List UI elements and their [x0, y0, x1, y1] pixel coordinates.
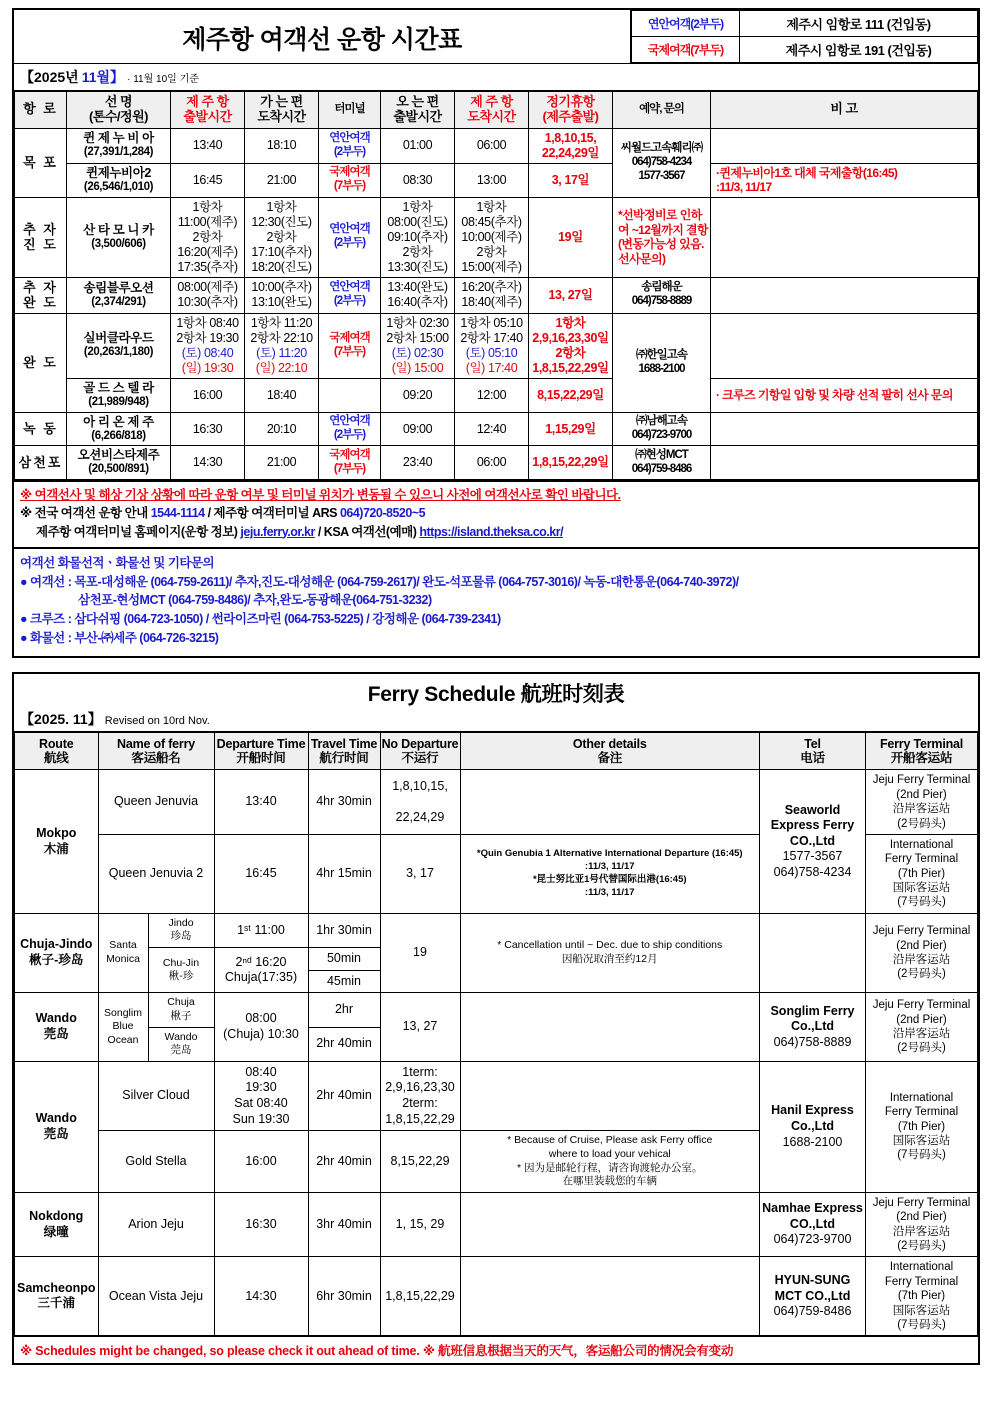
english-table-header-row	[15, 732, 978, 770]
th-no-departure-en: No Departure 不运行	[380, 732, 460, 770]
table-row	[15, 412, 978, 446]
english-header-bar	[14, 674, 978, 732]
cell-departure: 08:00(제주) 10:30(추자)	[171, 277, 245, 313]
cell-contact: ㈜남해고속 064)723-9700	[613, 412, 711, 446]
cell-suspension: 13, 27일	[529, 277, 613, 313]
cell-travel-time: 4hr 15min	[308, 834, 380, 913]
jeju-terminal-ars-phone: 064)720-8520~5	[339, 506, 426, 521]
cell-ferry-name: Ocean Vista Jeju	[98, 1257, 214, 1336]
table-row	[15, 128, 978, 163]
table-row	[15, 913, 978, 947]
cell-departure: 16:30	[171, 412, 245, 446]
cell-terminal: 국제여객 (7부두)	[319, 313, 381, 378]
table-row	[15, 197, 978, 277]
cell-route-en: Samcheonpo 三千浦	[15, 1257, 99, 1336]
note-weather-warning: ※ 여객선사 및 해상 기상 상황에 따라 운항 여부 및 터미널 위치가 변동될 수 있으니 사전에 여객선사로 확인 바랍니다.	[20, 488, 621, 503]
table-row	[15, 446, 978, 480]
cell-terminal-en: Jeju Ferry Terminal (2nd Pier) 沿岸客运站 (2号码头)	[866, 993, 978, 1062]
cell-return-departure: 08:30	[381, 163, 455, 197]
cell-remark	[711, 277, 978, 313]
cell-terminal-en: Jeju Ferry Terminal (2nd Pier) 沿岸客运站 (2号码头)	[866, 770, 978, 835]
cell-return-departure: 1항차 08:00(진도) 09:10(추자) 2항차 13:30(진도)	[381, 197, 455, 277]
terminal-address-box	[630, 10, 978, 63]
th-other-details-en: Other details 备注	[460, 732, 760, 770]
jeju-ferry-website-link[interactable]: jeju.ferry.or.kr	[240, 524, 315, 539]
cell-leg-name: Wando 莞岛	[148, 1027, 214, 1061]
cargo-block-title: 여객선 화물선적ㆍ화물선 및 기타문의	[20, 555, 215, 570]
cell-departure-time: 08:00 (Chuja) 10:30	[214, 993, 308, 1062]
cell-remark: *선박정비로 인하여 ~12월까지 결항 (변동가능성 있음. 선사문의)	[613, 197, 711, 277]
english-date-line	[14, 708, 978, 731]
cell-other-details	[460, 993, 760, 1062]
cell-departure-time: 16:30	[214, 1192, 308, 1257]
cell-ferry-name: Santa Monica	[98, 913, 148, 993]
cell-tel: Seaworld Express Ferry CO.,Ltd 1577-3567 064)758-4234	[760, 770, 866, 913]
cell-tel	[760, 913, 866, 993]
cell-travel-time: 50min	[308, 948, 380, 971]
cell-ferry-name: Songlim Blue Ocean	[98, 993, 148, 1062]
cell-arrival: 21:00	[245, 163, 319, 197]
cell-tel: HYUN-SUNG MCT CO.,Ltd 064)759-8486	[760, 1257, 866, 1336]
title-chinese: 航班时刻表	[520, 682, 625, 706]
cell-arrival: 10:00(추자) 13:10(완도)	[245, 277, 319, 313]
cell-travel-time: 3hr 40min	[308, 1192, 380, 1257]
cell-contact: ㈜현성MCT 064)759-8486	[613, 446, 711, 480]
cell-return-departure: 23:40	[381, 446, 455, 480]
cell-route: 녹 동	[15, 412, 67, 446]
cell-departure: 13:40	[171, 128, 245, 163]
cell-travel-time: 2hr 40min	[308, 1061, 380, 1131]
cell-other-details: *Quin Genubia 1 Alternative International Departure (16:45) :11/3, 11/17 *昆士努比亚1号代替国际出港(16:45) :11/3, 11/17	[460, 834, 760, 913]
address-row-international	[632, 37, 978, 63]
cell-leg-name: Chu-Jin 楸-珍	[148, 948, 214, 993]
cell-terminal	[319, 378, 381, 412]
cell-other-details	[460, 1192, 760, 1257]
english-footer-note	[14, 1336, 978, 1363]
cell-ship: 퀸제누비아2 (26,546/1,010)	[67, 163, 171, 197]
cell-return-arrival: 12:40	[455, 412, 529, 446]
cell-route-en: Chuja-Jindo 楸子-珍岛	[15, 913, 99, 993]
note-info-prefix: ※ 전국 여객선 운항 안내	[20, 506, 151, 521]
cell-ferry-name: Arion Jeju	[98, 1192, 214, 1257]
cell-arrival: 18:40	[245, 378, 319, 412]
th-inbound-departure: 오 는 편 출발시간	[381, 92, 455, 129]
title-english: Ferry Schedule	[367, 682, 516, 706]
cell-arrival: 1항차 11:20 2항차 22:10 (토) 11:20 (일) 22:10	[245, 313, 319, 378]
cell-route: 완 도	[15, 313, 67, 412]
cell-tel: Namhae Express CO.,Ltd 064)723-9700	[760, 1192, 866, 1257]
cell-departure: 16:45	[171, 163, 245, 197]
cell-route-en: Wando 莞岛	[15, 1061, 99, 1192]
th-terminal: 터미널	[319, 92, 381, 129]
address-row-coastal	[632, 11, 978, 37]
english-revised-note: Revised on 10rd Nov.	[104, 714, 210, 727]
cell-departure-time: 16:45	[214, 834, 308, 913]
cell-contact: 씨월드고속훼리㈜ 064)758-4234 1577-3567	[613, 128, 711, 197]
table-row	[15, 1192, 978, 1257]
cell-terminal-en: International Ferry Terminal (7th Pier) 国际客运站 (7号码头)	[866, 834, 978, 913]
cell-return-arrival: 1항차 08:45(추자) 10:00(제주) 2항차 15:00(제주)	[455, 197, 529, 277]
cell-no-departure: 1,8,15,22,29	[380, 1257, 460, 1336]
footer-note-text: ※ Schedules might be changed, so please check it out ahead of time. ※ 航班信息根据当天的天气，客运船公司的情况会有变动	[20, 1344, 734, 1359]
page-title: 제주항 여객선 운항 시간표	[182, 26, 462, 54]
pier-label-international: 국제여객(7부두)	[632, 37, 740, 63]
cell-travel-time: 6hr 30min	[308, 1257, 380, 1336]
korean-title-wrap	[14, 10, 630, 63]
cell-other-details	[460, 1061, 760, 1131]
cell-tel: Hanil Express Co.,Ltd 1688-2100	[760, 1061, 866, 1192]
cell-route: 목 포	[15, 128, 67, 197]
cell-return-departure: 13:40(완도) 16:40(추자)	[381, 277, 455, 313]
cell-travel-time: 2hr 40min	[308, 1027, 380, 1061]
cell-suspension: 19일	[529, 197, 613, 277]
cargo-line-passenger: ● 여객선 : 목포-대성해운 (064-759-2611)/ 추자,진도-대성해운 (064-759-2617)/ 완도-석포물류 (064-757-3016)/ 녹동-대한통운(064-740-3972)/	[20, 574, 739, 589]
date-year: 【2025년	[20, 69, 79, 85]
cell-no-departure: 3, 17	[380, 834, 460, 913]
th-remarks: 비 고	[711, 92, 978, 129]
table-row	[15, 770, 978, 835]
th-route: 항 로	[15, 92, 67, 129]
cell-departure-time: 08:40 19:30 Sat 08:40 Sun 19:30	[214, 1061, 308, 1131]
cell-route-en: Nokdong 绿曈	[15, 1192, 99, 1257]
english-schedule-section	[12, 672, 980, 1366]
th-jeju-arrival: 제 주 항 도착시간	[455, 92, 529, 129]
cell-travel-time: 45min	[308, 970, 380, 993]
cell-remark	[711, 412, 978, 446]
cell-ferry-name: Gold Stella	[98, 1131, 214, 1193]
cell-terminal: 연안여객 (2부두)	[319, 197, 381, 277]
cell-suspension: 1항차 2,9,16,23,30일 2항차 1,8,15,22,29일	[529, 313, 613, 378]
cell-return-departure: 09:00	[381, 412, 455, 446]
cell-other-details	[460, 1257, 760, 1336]
cell-route-en: Mokpo 木浦	[15, 770, 99, 913]
cargo-line-passenger-cont: 삼천포-현성MCT (064-759-8486)/ 추자,완도-동광해운(064-751-3232)	[78, 593, 432, 608]
korean-schedule-table	[14, 91, 978, 480]
cell-terminal-en: International Ferry Terminal (7th Pier) 国际客运站 (7号码头)	[866, 1257, 978, 1336]
cell-remark	[711, 313, 978, 378]
pier-address-coastal: 제주시 임항로 111 (건입동)	[740, 11, 978, 37]
cell-ferry-name: Silver Cloud	[98, 1061, 214, 1131]
th-ferry-name-en: Name of ferry 客运船名	[98, 732, 214, 770]
table-row	[15, 1061, 978, 1131]
korean-notes-block	[14, 480, 978, 546]
cell-no-departure: 1, 15, 29	[380, 1192, 460, 1257]
cell-contact: ㈜한일고속 1688-2100	[613, 313, 711, 412]
th-tel-en: Tel 电话	[760, 732, 866, 770]
th-regular-suspension: 정기휴항 (제주출발)	[529, 92, 613, 129]
cell-other-details: * Because of Cruise, Please ask Ferry office where to load your vehical * 因为是邮轮行程，请咨询渡轮办公室。 在哪里装载您的车辆	[460, 1131, 760, 1193]
cell-return-arrival: 1항차 05:10 2항차 17:40 (토) 05:10 (일) 17:40	[455, 313, 529, 378]
note-info-mid: / 제주항 여객터미널 ARS	[204, 506, 340, 521]
cell-ship: 산 타 모 니 카 (3,500/606)	[67, 197, 171, 277]
cell-travel-time: 2hr	[308, 993, 380, 1027]
cell-route: 삼천포	[15, 446, 67, 480]
note-website-prefix: 제주항 여객터미널 홈페이지(운항 정보)	[36, 524, 241, 539]
cell-remark: ·퀸제누비아1호 대체 국제출항(16:45) :11/3, 11/17	[711, 163, 978, 197]
cell-remark	[711, 446, 978, 480]
korean-header-bar	[14, 10, 978, 64]
cell-suspension: 1,15,29일	[529, 412, 613, 446]
cell-terminal: 연안여객 (2부두)	[319, 412, 381, 446]
cell-terminal: 국제여객 (7부두)	[319, 163, 381, 197]
english-schedule-table	[14, 732, 978, 1337]
cell-ship: 송림블루오션 (2,374/291)	[67, 277, 171, 313]
cell-remark	[711, 128, 978, 163]
cell-route: 추 자 진 도	[15, 197, 67, 277]
cell-leg-name: Jindo 珍岛	[148, 913, 214, 947]
pier-address-international: 제주시 임항로 191 (건입동)	[740, 37, 978, 63]
cell-departure: 1항차 08:40 2항차 19:30 (토) 08:40 (일) 19:30	[171, 313, 245, 378]
cell-departure-time: 1ˢᵗ 11:00	[214, 913, 308, 947]
korean-schedule-section	[12, 8, 980, 658]
date-basis-note: · 11월 10일 기준	[127, 74, 199, 85]
cell-departure: 14:30	[171, 446, 245, 480]
th-route-en: Route 航线	[15, 732, 99, 770]
cell-terminal-en: Jeju Ferry Terminal (2nd Pier) 沿岸客运站 (2号码头)	[866, 913, 978, 993]
cell-suspension: 8,15,22,29일	[529, 378, 613, 412]
cell-other-details: * Cancellation until ~ Dec. due to ship conditions 因船况取消至约12月	[460, 913, 760, 993]
cell-no-departure: 8,15,22,29	[380, 1131, 460, 1193]
cell-departure-time: 13:40	[214, 770, 308, 835]
cell-terminal: 국제여객 (7부두)	[319, 446, 381, 480]
cell-travel-time: 2hr 40min	[308, 1131, 380, 1193]
th-booking-contact: 예약, 문의	[613, 92, 711, 129]
table-row	[15, 277, 978, 313]
th-ferry-terminal-en: Ferry Terminal 开船客运站	[866, 732, 978, 770]
cell-return-arrival: 16:20(추자) 18:40(제주)	[455, 277, 529, 313]
cell-terminal: 연안여객 (2부두)	[319, 277, 381, 313]
cell-ferry-name: Queen Jenuvia 2	[98, 834, 214, 913]
cell-arrival: 21:00	[245, 446, 319, 480]
cell-route: 추 자 완 도	[15, 277, 67, 313]
th-outbound-arrival: 가 는 편 도착시간	[245, 92, 319, 129]
th-ship-name: 선 명 (톤수/정원)	[67, 92, 171, 129]
cell-return-departure: 01:00	[381, 128, 455, 163]
table-row	[15, 1257, 978, 1336]
cell-route-en: Wando 莞岛	[15, 993, 99, 1062]
date-month: 11월】	[81, 69, 125, 85]
cell-arrival: 20:10	[245, 412, 319, 446]
cell-departure-time: 2ⁿᵈ 16:20 Chuja(17:35)	[214, 948, 308, 993]
cell-remark: · 크루즈 기항일 입항 및 차량 선적 팔히 선사 문의	[711, 378, 978, 412]
cell-ship: 오션비스타제주 (20,500/891)	[67, 446, 171, 480]
cell-return-departure: 1항차 02:30 2항차 15:00 (토) 02:30 (일) 15:00	[381, 313, 455, 378]
th-jeju-departure: 제 주 항 출발시간	[171, 92, 245, 129]
cell-ship: 퀸 제 누 비 아 (27,391/1,284)	[67, 128, 171, 163]
cell-suspension: 3, 17일	[529, 163, 613, 197]
cell-suspension: 1,8,10,15, 22,24,29일	[529, 128, 613, 163]
cell-no-departure: 19	[380, 913, 460, 993]
cell-no-departure: 1,8,10,15, 22,24,29	[380, 770, 460, 835]
cell-terminal-en: International Ferry Terminal (7th Pier) 国际客运站 (7号码头)	[866, 1061, 978, 1192]
note-website-line	[20, 523, 972, 541]
cell-return-arrival: 06:00	[455, 128, 529, 163]
cell-terminal: 연안여객 (2부두)	[319, 128, 381, 163]
nationwide-ferry-phone: 1544-1114	[150, 506, 205, 521]
table-row	[15, 993, 978, 1027]
cell-ship: 실버클라우드 (20,263/1,180)	[67, 313, 171, 378]
cell-tel: Songlim Ferry Co.,Ltd 064)758-8889	[760, 993, 866, 1062]
table-row	[15, 378, 978, 412]
cell-no-departure: 13, 27	[380, 993, 460, 1062]
cell-ship: 아 리 온 제 주 (6,266/818)	[67, 412, 171, 446]
cell-arrival: 18:10	[245, 128, 319, 163]
cell-return-arrival: 13:00	[455, 163, 529, 197]
korean-date-line	[14, 64, 978, 91]
english-date: 【2025. 11】	[20, 710, 102, 727]
cell-terminal-en: Jeju Ferry Terminal (2nd Pier) 沿岸客运站 (2号码头)	[866, 1192, 978, 1257]
th-travel-time-en: Travel Time 航行时间	[308, 732, 380, 770]
table-row	[15, 163, 978, 197]
table-row	[15, 313, 978, 378]
cell-suspension: 1,8,15,22,29일	[529, 446, 613, 480]
note-info-line	[20, 504, 972, 522]
cell-return-arrival: 06:00	[455, 446, 529, 480]
pier-label-coastal: 연안여객(2부두)	[632, 11, 740, 37]
cell-return-arrival: 12:00	[455, 378, 529, 412]
cell-ferry-name: Queen Jenuvia	[98, 770, 214, 835]
cell-return-departure: 09:20	[381, 378, 455, 412]
ksa-booking-link[interactable]: https://island.theksa.co.kr/	[419, 524, 564, 539]
cargo-contact-block	[14, 547, 978, 656]
cell-travel-time: 1hr 30min	[308, 913, 380, 947]
cell-no-departure: 1term: 2,9,16,23,30 2term: 1,8,15,22,29	[380, 1061, 460, 1131]
cell-other-details	[460, 770, 760, 835]
cell-ship: 골 드 스 텔 라 (21,989/948)	[67, 378, 171, 412]
cell-departure-time: 14:30	[214, 1257, 308, 1336]
cargo-line-cruise: ● 크루즈 : 삼다쉬핑 (064-723-1050) / 썬라이즈마린 (064-753-5225) / 강정해운 (064-739-2341)	[20, 612, 501, 627]
cell-travel-time: 4hr 30min	[308, 770, 380, 835]
cell-departure: 1항차 11:00(제주) 2항차 16:20(제주) 17:35(추자)	[171, 197, 245, 277]
english-page-title	[14, 678, 978, 708]
cell-departure: 16:00	[171, 378, 245, 412]
cargo-line-freight: ● 화물선 : 부산-㈜세주 (064-726-3215)	[20, 630, 219, 645]
cell-contact: 송림해운 064)758-8889	[613, 277, 711, 313]
cell-departure-time: 16:00	[214, 1131, 308, 1193]
cell-leg-name: Chuja 楸子	[148, 993, 214, 1027]
cell-arrival: 1항차 12:30(진도) 2항차 17:10(추자) 18:20(진도)	[245, 197, 319, 277]
korean-table-header-row	[15, 92, 978, 129]
note-website-mid: / KSA 여객선(예매)	[314, 524, 420, 539]
th-departure-time-en: Departure Time 开船时间	[214, 732, 308, 770]
